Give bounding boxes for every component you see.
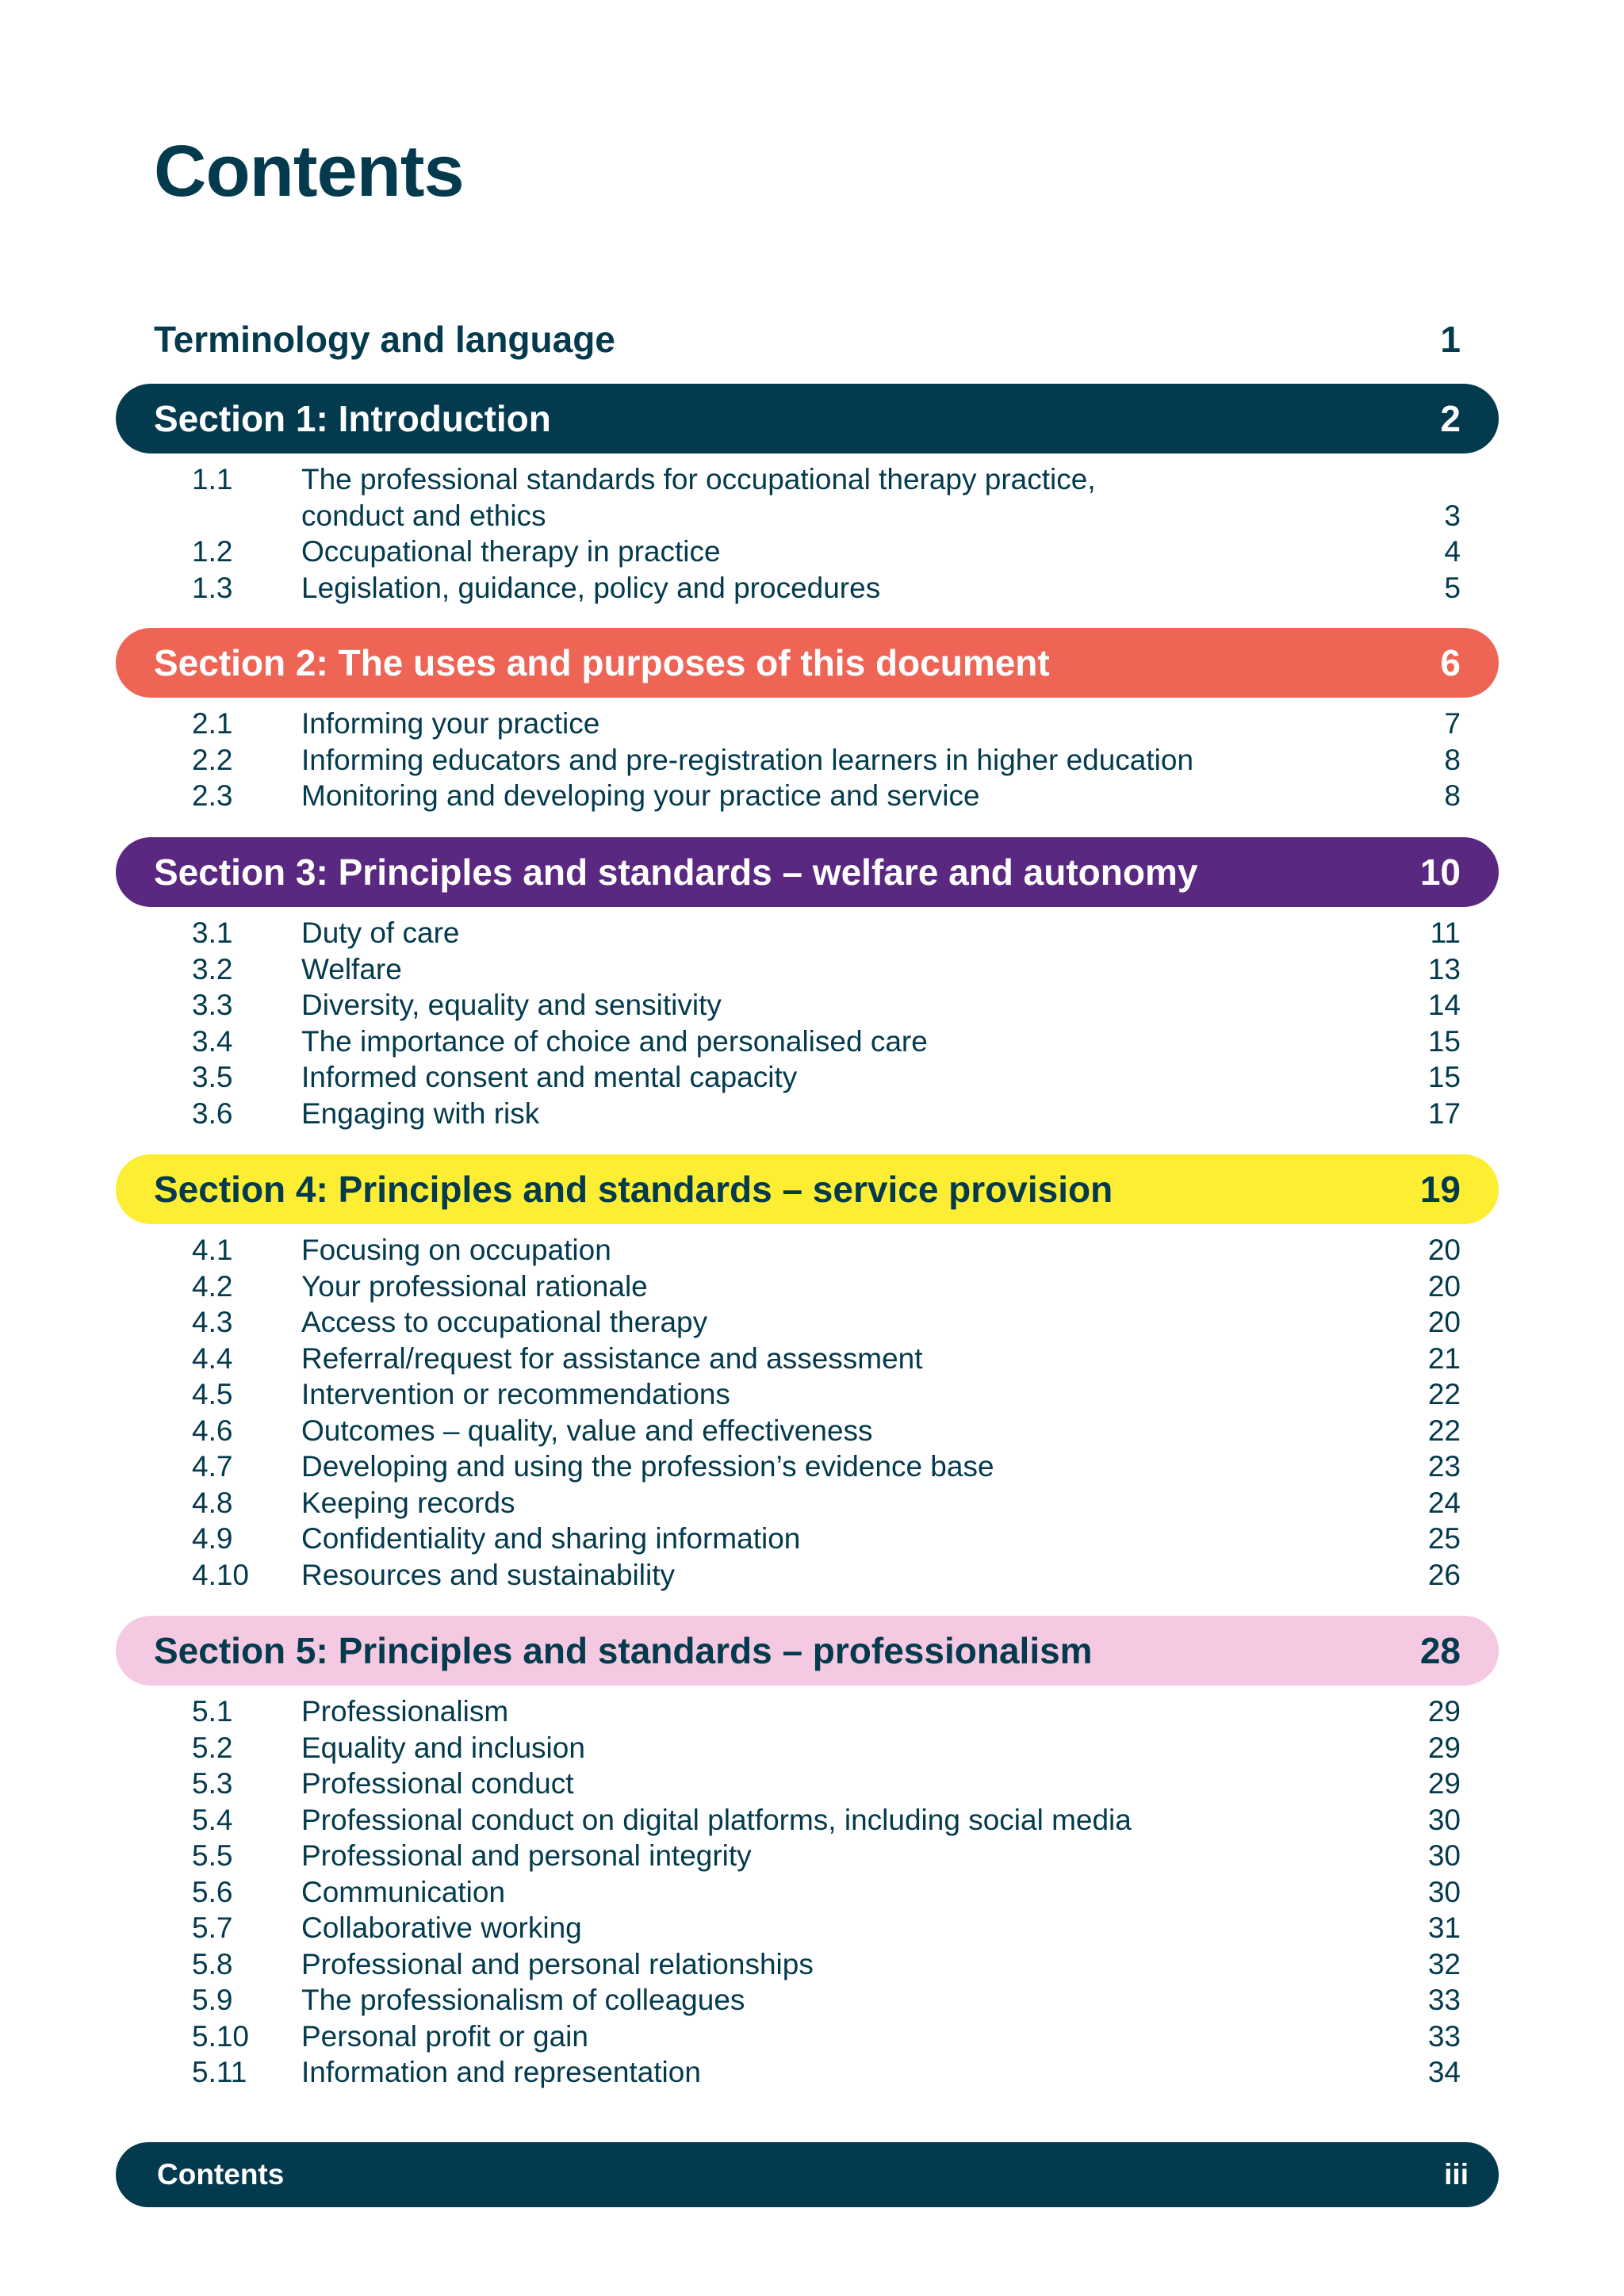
toc-entry-page: 20 <box>1427 1234 1461 1266</box>
toc-entry-page: 8 <box>1444 779 1461 812</box>
toc-entry-title-line: Professionalism <box>301 1695 509 1728</box>
toc-entry-page: 25 <box>1427 1522 1461 1555</box>
footer-page-number: iii <box>1444 2158 1469 2191</box>
toc-entry-number: 4.9 <box>192 1522 233 1555</box>
toc-entry-title <box>301 1802 1372 1839</box>
toc-entry[interactable] <box>0 706 1624 742</box>
toc-entry-number: 4.10 <box>192 1558 250 1591</box>
toc-entry-page: 3 <box>1444 499 1461 532</box>
toc-entry-number: 3.3 <box>192 989 233 1021</box>
toc-entry-number: 2.3 <box>192 779 233 812</box>
toc-entry[interactable] <box>0 2054 1624 2091</box>
toc-entry[interactable] <box>0 951 1624 988</box>
toc-entry-page: 20 <box>1427 1269 1461 1303</box>
toc-entry-title <box>301 1946 1372 1983</box>
toc-entry-number: 4.1 <box>192 1234 233 1266</box>
toc-entry-number: 4.5 <box>192 1378 233 1410</box>
toc-entry[interactable] <box>0 1730 1624 1766</box>
toc-entry-title-line: Communication <box>301 1875 506 1908</box>
toc-entry-title-line: Professional and personal integrity <box>301 1839 752 1872</box>
section-header-2[interactable] <box>116 628 1499 698</box>
toc-entry-page: 15 <box>1427 1024 1461 1058</box>
toc-entry-title <box>301 1448 1372 1485</box>
toc-entry-title-line: Intervention or recommendations <box>301 1378 730 1410</box>
toc-entry-title <box>301 1304 1372 1341</box>
toc-item-terminology[interactable] <box>154 314 1461 365</box>
toc-entry[interactable] <box>0 461 1624 534</box>
section-page: 19 <box>1419 1169 1461 1210</box>
toc-entry[interactable] <box>0 1096 1624 1132</box>
toc-entry-page: 33 <box>1427 2019 1461 2053</box>
toc-entry-title <box>301 1376 1372 1413</box>
toc-entry-title <box>301 534 1372 570</box>
toc-entry-page: 14 <box>1427 989 1461 1021</box>
toc-entry-title-line: The professionalism of colleagues <box>301 1984 745 2016</box>
toc-entry-title <box>301 2054 1372 2091</box>
toc-item-page: 1 <box>1440 319 1461 360</box>
toc-entry[interactable] <box>0 570 1624 607</box>
toc-entry-number: 3.4 <box>192 1024 233 1058</box>
toc-entry-title-line: Information and representation <box>301 2056 701 2088</box>
toc-entry-page: 22 <box>1427 1378 1461 1410</box>
toc-entry-page: 5 <box>1444 571 1461 604</box>
toc-entry-page: 29 <box>1427 1695 1461 1728</box>
toc-entry-title <box>301 461 1372 534</box>
toc-entry-number: 3.2 <box>192 952 233 985</box>
section-page: 2 <box>1440 398 1461 439</box>
toc-entry-number: 3.1 <box>192 916 233 949</box>
toc-entry-title <box>301 2019 1372 2055</box>
toc-entry-page: 33 <box>1427 1984 1461 2016</box>
toc-entry[interactable] <box>0 1376 1624 1413</box>
toc-entry-title <box>301 1693 1372 1730</box>
toc-entry-title-line: Informing your practice <box>301 707 600 740</box>
toc-entry-title-line: Outcomes – quality, value and effectiveness <box>301 1414 873 1447</box>
toc-entry-page: 26 <box>1427 1558 1461 1591</box>
toc-entry-title-line: Informing educators and pre-registration learners in higher education <box>301 743 1194 776</box>
toc-entry[interactable] <box>0 1232 1624 1269</box>
toc-entry[interactable] <box>0 1521 1624 1557</box>
toc-entry-number: 4.4 <box>192 1341 233 1375</box>
toc-entry-number: 5.10 <box>192 2019 250 2053</box>
section-title: Section 2: The uses and purposes of this document <box>154 642 1050 683</box>
toc-entry[interactable] <box>0 1910 1624 1946</box>
toc-entry-title-line: Collaborative working <box>301 1911 582 1944</box>
toc-entry-title-line: Informed consent and mental capacity <box>301 1061 798 1093</box>
toc-entry-number: 5.1 <box>192 1695 233 1728</box>
toc-entry-number: 1.3 <box>192 571 233 604</box>
toc-entry-title <box>301 1059 1372 1096</box>
toc-entry-title <box>301 1557 1372 1594</box>
toc-entry-title-line: The professional standards for occupational therapy practice, <box>301 463 1096 496</box>
toc-entry-title <box>301 1341 1372 1377</box>
toc-entry-page: 4 <box>1444 535 1461 568</box>
section-title: Section 5: Principles and standards – professionalism <box>154 1630 1093 1671</box>
toc-entry-page: 31 <box>1427 1911 1461 1944</box>
toc-entry-page: 23 <box>1427 1450 1461 1483</box>
section-title: Section 1: Introduction <box>154 398 551 439</box>
toc-entry[interactable] <box>0 1766 1624 1802</box>
toc-entry-title <box>301 742 1372 779</box>
toc-entry-title <box>301 1232 1372 1269</box>
toc-entry-title <box>301 706 1372 742</box>
toc-entry[interactable] <box>0 1557 1624 1594</box>
toc-entry-number: 4.8 <box>192 1486 233 1519</box>
toc-entry-number: 3.6 <box>192 1096 233 1130</box>
toc-entry[interactable] <box>0 778 1624 814</box>
toc-entry-number: 5.4 <box>192 1803 233 1836</box>
toc-entry-title <box>301 1096 1372 1132</box>
toc-entry-number: 2.1 <box>192 707 233 740</box>
toc-entry-title <box>301 778 1372 814</box>
toc-entry-title-line: Professional and personal relationships <box>301 1947 814 1980</box>
toc-entry-number: 4.7 <box>192 1450 233 1483</box>
toc-entry-number: 3.5 <box>192 1061 233 1093</box>
toc-entry-page: 32 <box>1427 1947 1461 1980</box>
footer-label: Contents <box>157 2158 285 2191</box>
toc-entry-title-line: Professional conduct on digital platforms, including social media <box>301 1803 1132 1836</box>
toc-entry[interactable] <box>0 2019 1624 2055</box>
toc-entry[interactable] <box>0 1341 1624 1377</box>
toc-entry-title <box>301 1521 1372 1557</box>
toc-entry-number: 5.11 <box>192 2056 247 2088</box>
toc-entry-title-line: conduct and ethics <box>301 499 546 532</box>
toc-entry[interactable] <box>0 1485 1624 1521</box>
toc-entry-number: 4.6 <box>192 1414 233 1447</box>
section-title: Section 4: Principles and standards – service provision <box>154 1169 1113 1210</box>
section-header-3[interactable] <box>116 837 1499 907</box>
toc-entry-page: 29 <box>1427 1731 1461 1764</box>
section-header-1[interactable] <box>116 384 1499 453</box>
toc-entry-page: 15 <box>1427 1061 1461 1093</box>
toc-entry-page: 24 <box>1427 1486 1461 1519</box>
toc-entry-title <box>301 1982 1372 2019</box>
toc-entry-title-line: Confidentiality and sharing information <box>301 1522 801 1555</box>
toc-entry-title-line: The importance of choice and personalised care <box>301 1024 928 1058</box>
toc-entry-number: 5.2 <box>192 1731 233 1764</box>
toc-entry-title-line: Welfare <box>301 952 402 985</box>
toc-entry-page: 30 <box>1427 1839 1461 1872</box>
toc-entry[interactable] <box>0 1024 1624 1060</box>
toc-entry[interactable] <box>0 1269 1624 1305</box>
toc-entry[interactable] <box>0 1304 1624 1341</box>
toc-entry-title <box>301 1838 1372 1874</box>
toc-entry-page: 13 <box>1427 952 1461 985</box>
toc-entry-title-line: Professional conduct <box>301 1767 574 1800</box>
toc-entry-number: 5.3 <box>192 1767 233 1800</box>
toc-entry-title-line: Developing and using the profession’s evidence base <box>301 1450 994 1483</box>
toc-entry[interactable] <box>0 1802 1624 1839</box>
toc-entry-number: 4.3 <box>192 1306 233 1338</box>
toc-entry-number: 5.8 <box>192 1947 233 1980</box>
toc-entry[interactable] <box>0 1838 1624 1874</box>
toc-entry-title-line: Occupational therapy in practice <box>301 535 721 568</box>
toc-entry-title-line: Personal profit or gain <box>301 2019 588 2053</box>
toc-entry-page: 30 <box>1427 1803 1461 1836</box>
toc-entry-page: 21 <box>1427 1341 1461 1375</box>
toc-entry-title <box>301 1269 1372 1305</box>
toc-entry-title <box>301 1910 1372 1946</box>
toc-entry-title <box>301 1485 1372 1521</box>
toc-entry-title <box>301 987 1372 1024</box>
section-header-5[interactable] <box>116 1616 1499 1686</box>
toc-entry-title <box>301 1766 1372 1802</box>
toc-entry-page: 17 <box>1427 1096 1461 1130</box>
toc-entry-page: 7 <box>1444 707 1461 740</box>
toc-entry[interactable] <box>0 1059 1624 1096</box>
toc-entry[interactable] <box>0 1693 1624 1730</box>
section-title: Section 3: Principles and standards – welfare and autonomy <box>154 851 1198 893</box>
toc-entry-title-line: Equality and inclusion <box>301 1731 585 1764</box>
toc-entry-title-line: Keeping records <box>301 1486 515 1519</box>
section-header-4[interactable] <box>116 1154 1499 1224</box>
toc-entry[interactable] <box>0 1982 1624 2019</box>
toc-entry-title-line: Referral/request for assistance and assessment <box>301 1341 923 1375</box>
toc-entry-page: 30 <box>1427 1875 1461 1908</box>
toc-entry-title-line: Your professional rationale <box>301 1269 648 1303</box>
toc-entry-page: 11 <box>1430 916 1461 949</box>
toc-entry-number: 5.5 <box>192 1839 233 1872</box>
toc-entry-page: 22 <box>1427 1414 1461 1447</box>
page-title: Contents <box>154 131 464 212</box>
toc-entry-title <box>301 1874 1372 1911</box>
toc-entry-number: 1.2 <box>192 535 233 568</box>
toc-entry-number: 5.6 <box>192 1875 233 1908</box>
toc-entry[interactable] <box>0 987 1624 1024</box>
toc-entry-number: 2.2 <box>192 743 233 776</box>
toc-entry[interactable] <box>0 915 1624 951</box>
toc-entry-title-line: Engaging with risk <box>301 1096 540 1130</box>
section-page: 28 <box>1419 1630 1461 1671</box>
toc-entry-title <box>301 1024 1372 1060</box>
toc-entry[interactable] <box>0 1413 1624 1449</box>
toc-entry[interactable] <box>0 1946 1624 1983</box>
toc-entry-number: 1.1 <box>192 463 233 496</box>
toc-entry-title-line: Monitoring and developing your practice and service <box>301 779 980 812</box>
toc-entry-title <box>301 1413 1372 1449</box>
footer-bar <box>116 2142 1499 2207</box>
toc-entry-title <box>301 570 1372 607</box>
section-page: 10 <box>1419 851 1461 893</box>
toc-entry-title-line: Legislation, guidance, policy and procedures <box>301 571 881 604</box>
toc-entry-title <box>301 951 1372 988</box>
toc-entry-page: 29 <box>1427 1767 1461 1800</box>
toc-entry[interactable] <box>0 1874 1624 1911</box>
toc-entry-page: 34 <box>1427 2056 1461 2088</box>
toc-entry-title-line: Diversity, equality and sensitivity <box>301 989 722 1021</box>
toc-entry[interactable] <box>0 1448 1624 1485</box>
toc-entry-title-line: Focusing on occupation <box>301 1234 611 1266</box>
toc-entry-title-line: Duty of care <box>301 916 460 949</box>
toc-entry-page: 20 <box>1427 1306 1461 1338</box>
toc-entry-number: 4.2 <box>192 1269 233 1303</box>
toc-entry-title-line: Resources and sustainability <box>301 1558 675 1591</box>
toc-item-title: Terminology and language <box>154 319 615 360</box>
toc-entry-number: 5.9 <box>192 1984 233 2016</box>
toc-entry-title <box>301 1730 1372 1766</box>
toc-entry-number: 5.7 <box>192 1911 233 1944</box>
toc-entry-title-line: Access to occupational therapy <box>301 1306 708 1338</box>
toc-entry[interactable] <box>0 534 1624 570</box>
section-page: 6 <box>1440 642 1461 683</box>
toc-entry[interactable] <box>0 742 1624 779</box>
toc-entry-title <box>301 915 1372 951</box>
toc-entry-page: 8 <box>1444 743 1461 776</box>
